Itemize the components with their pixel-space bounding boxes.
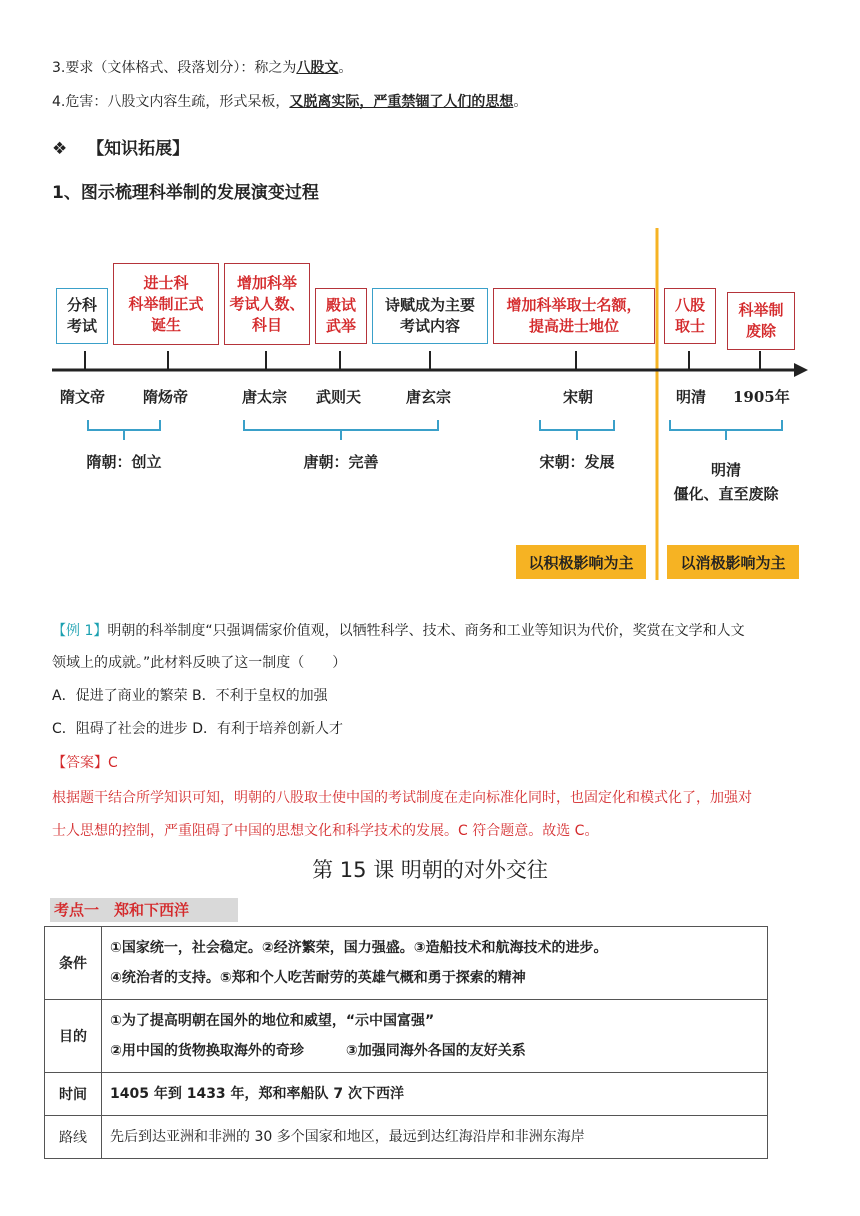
options-ab: A．促进了商业的繁荣 B．不利于皇权的加强: [52, 688, 328, 704]
explanation-line2: 士人思想的控制，严重阻碍了中国的思想文化和科学技术的发展。C 符合题意。故选 C。: [52, 823, 599, 839]
example-question-line2: 领域上的成就。”此材料反映了这一制度（ ）: [52, 655, 347, 671]
requirement-line: [52, 58, 352, 78]
tl-box-kaoshi: 增加科举 考试人数、 科目: [224, 263, 310, 345]
tl-box-bagu: 八股 取士: [664, 288, 716, 344]
row-key: 条件: [45, 927, 102, 1000]
tl-label: 宋朝: [563, 388, 594, 406]
tl-label: 武则天: [316, 388, 362, 406]
row-value: [102, 1116, 768, 1159]
tl-box-feichu: 科举制 废除: [727, 292, 795, 350]
kaodian-label: 考点一 郑和下西洋: [50, 898, 238, 922]
table-row: [45, 927, 768, 1000]
row-value: [102, 927, 768, 1000]
tl-label: 唐玄宗: [406, 388, 452, 406]
tl-box-jinshi: 进士科 科举制正式 诞生: [113, 263, 219, 345]
row-key: 时间: [45, 1073, 102, 1116]
tl-label: 明清: [676, 388, 707, 406]
arrow-icon: [794, 363, 808, 377]
section-heading: [52, 134, 189, 159]
punct: 。: [338, 60, 353, 76]
bagu-term: 八股文: [296, 60, 339, 76]
period-song: 宋朝：发展: [539, 453, 615, 471]
tl-box-fenke: 分科 考试: [56, 288, 108, 344]
table-row: [45, 1000, 768, 1073]
period-sui: 隋朝：创立: [86, 453, 162, 471]
requirement-text: 3.要求（文体格式、段落划分）：称之为: [52, 60, 297, 76]
section-subtitle: 1、图示梳理科举制的发展演变过程: [52, 183, 319, 203]
period-tang: 唐朝：完善: [303, 453, 379, 471]
timeline-ticks: [85, 351, 760, 370]
zhenghe-table: [44, 926, 768, 1159]
bullet-icon: ❖: [52, 139, 68, 159]
tl-label: 1905年: [733, 388, 790, 406]
tl-label: 隋文帝: [60, 388, 106, 406]
question-text: 明朝的科举制度“只强调儒家价值观，以牺牲科学、技术、商务和工业等知识为代价，奖赏在文学和人文: [107, 623, 745, 639]
table-row: [45, 1116, 768, 1159]
row-key: 路线: [45, 1116, 102, 1159]
impact-positive: 以积极影响为主: [516, 545, 646, 579]
row-key: 目的: [45, 1000, 102, 1073]
harm-line: [52, 92, 527, 112]
impact-negative: 以消极影响为主: [667, 545, 799, 579]
row-value: [102, 1073, 768, 1116]
period-brackets: [88, 420, 782, 440]
row-line: ④统治者的支持。⑤郑和个人吃苦耐劳的英雄气概和勇于探索的精神: [110, 970, 526, 986]
row-line: 先后到达亚洲和非洲的 30 多个国家和地区，最远到达红海沿岸和非洲东海岸: [110, 1129, 585, 1145]
section-title: 【知识拓展】: [87, 139, 190, 159]
punct: 。: [513, 94, 528, 110]
row-line: ①为了提高明朝在国外的地位和威望，“示中国富强”: [110, 1013, 435, 1029]
row-line: ①国家统一，社会稳定。②经济繁荣，国力强盛。③造船技术和航海技术的进步。: [110, 940, 608, 956]
tl-label: 隋炀帝: [143, 388, 189, 406]
table-row: [45, 1073, 768, 1116]
example-tag: 【例 1】: [52, 623, 108, 639]
explanation-line1: 根据题干结合所学知识可知，明朝的八股取士使中国的考试制度在走向标准化同时，也固定化和模式化了，加强对: [52, 790, 752, 806]
options-cd: C．阻碍了社会的进步 D．有利于培养创新人才: [52, 721, 344, 737]
row-value: [102, 1000, 768, 1073]
example-question-line1: [52, 621, 745, 641]
tl-label: 唐太宗: [242, 388, 288, 406]
period-mingqing: 明清 僵化、直至废除: [673, 461, 779, 503]
tl-box-song: 增加科举取士名额， 提高进士地位: [493, 288, 655, 344]
harm-text: 4.危害：八股文内容生疏，形式呆板，: [52, 94, 290, 110]
tl-box-dianshi: 殿试 武举: [315, 288, 367, 344]
lesson-title: 第 15 课 明朝的对外交往: [312, 858, 548, 882]
tl-box-shifu: 诗赋成为主要 考试内容: [372, 288, 488, 344]
harm-emphasis: 又脱离实际，严重禁锢了人们的思想: [289, 94, 514, 110]
row-line: 1405 年到 1433 年，郑和率船队 7 次下西洋: [110, 1086, 405, 1102]
answer: 【答案】C: [52, 755, 118, 771]
row-line: ②用中国的货物换取海外的奇珍 ③加强同海外各国的友好关系: [110, 1043, 526, 1059]
